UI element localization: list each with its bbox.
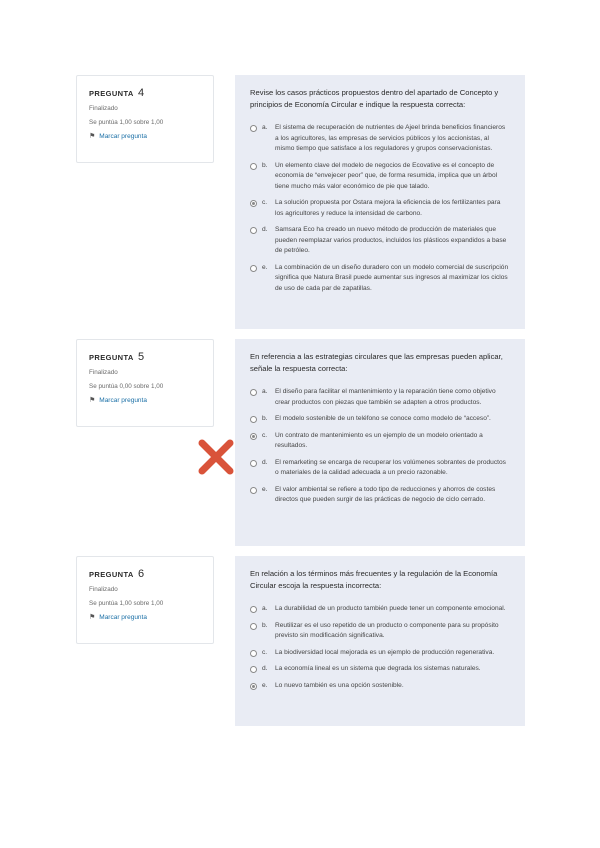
option-text: Lo nuevo también es una opción sostenible.	[275, 681, 404, 689]
option-letter: d.	[262, 458, 268, 466]
radio-button-selected[interactable]	[250, 200, 257, 207]
question-info-5	[76, 339, 214, 427]
flag-question-link[interactable]	[89, 396, 201, 404]
option-letter: e.	[262, 263, 268, 271]
answer-option-c[interactable]	[250, 198, 509, 219]
answer-option-b[interactable]	[250, 161, 509, 193]
answer-option-a[interactable]	[250, 123, 509, 155]
question-stem: Revise los casos prácticos propuestos dentro del apartado de Concepto y principios de Economía Circular e indique la respuesta correcta:	[250, 88, 499, 109]
flag-question-link[interactable]	[89, 132, 201, 140]
answer-option-d[interactable]	[250, 458, 509, 479]
option-text: La biodiversidad local mejorada es un ejemplo de producción regenerativa.	[275, 648, 495, 656]
question-stem: En relación a los términos más frecuentes y la regulación de la Economía Circular escoja la respuesta incorrecta:	[250, 569, 498, 590]
question-content-5	[235, 339, 525, 546]
flag-label: Marcar pregunta	[99, 396, 147, 404]
radio-button[interactable]	[250, 487, 257, 494]
radio-button[interactable]	[250, 227, 257, 234]
option-letter: d.	[262, 665, 268, 672]
option-text: La economía lineal es un sistema que degrada los sistemas naturales.	[275, 665, 481, 672]
radio-button[interactable]	[250, 606, 257, 613]
flag-icon: ⚑	[89, 133, 96, 140]
option-letter: c.	[262, 648, 268, 656]
radio-button[interactable]	[250, 163, 257, 170]
cross-icon	[196, 437, 236, 477]
question-number: 5	[137, 351, 145, 363]
radio-button[interactable]	[250, 265, 257, 272]
option-text: La solución propuesta por Ostara mejora la eficiencia de los fertilizantes para los agricultores y reduce la intensidad de carbono.	[275, 199, 501, 217]
option-text: Un elemento clave del modelo de negocios de Ecovative es el concepto de economía de “envejecer peor” que, de forma resumida, implica que un árbol tiene mucho más valor económico de pie que talado.	[275, 161, 498, 190]
question-stem: En referencia a las estrategias circulares que las empresas pueden aplicar, señale la respuesta correcta:	[250, 352, 503, 373]
option-text: El diseño para facilitar el mantenimiento y la reparación tiene como objetivo crear productos con piezas que también se adapten a otros productos.	[275, 388, 496, 406]
option-text: Samsara Eco ha creado un nuevo método de producción de materiales que pueden reemplazar varios productos, incluidos los plásticos expandidos a base de petróleo.	[275, 226, 507, 254]
question-status: Finalizado	[89, 105, 118, 112]
question-label: PREGUNTA	[89, 89, 134, 98]
radio-button[interactable]	[250, 416, 257, 423]
radio-button[interactable]	[250, 623, 257, 630]
flag-label: Marcar pregunta	[99, 613, 147, 621]
option-letter: a.	[262, 388, 268, 395]
question-label: PREGUNTA	[89, 570, 134, 579]
question-title	[89, 87, 201, 99]
question-title	[89, 351, 201, 363]
option-letter: c.	[262, 431, 268, 439]
radio-button[interactable]	[250, 666, 257, 673]
question-info-4	[76, 75, 214, 163]
option-text: El sistema de recuperación de nutrientes de Ajeel brinda beneficios financieros a los agricultores, las empresas de servicios públicos y los accionistas, al mismo tiempo que satisface a los reguladores y grupos conservacionistas.	[275, 124, 506, 152]
flag-label: Marcar pregunta	[99, 132, 147, 140]
answer-option-a[interactable]	[250, 387, 509, 408]
option-text: El valor ambiental se refiere a todo tipo de reducciones y ahorros de costes directos que pueden surgir de las prácticas de negocio de ciclo cerrado.	[275, 485, 496, 503]
option-text: El modelo sostenible de un teléfono se conoce como modelo de “acceso”.	[275, 415, 491, 422]
option-text: El remarketing se encarga de recuperar los volúmenes sobrantes de productos o materiales de la calidad adecuada a un precio razonable.	[275, 458, 506, 476]
question-status: Finalizado	[89, 369, 118, 376]
answer-option-b[interactable]	[250, 414, 509, 425]
answer-option-d[interactable]	[250, 225, 509, 257]
answer-option-e[interactable]	[250, 263, 509, 295]
option-letter: e.	[262, 485, 268, 493]
option-letter: b.	[262, 161, 268, 169]
option-letter: a.	[262, 605, 268, 612]
radio-button[interactable]	[250, 460, 257, 467]
answer-option-c[interactable]	[250, 431, 509, 452]
option-letter: b.	[262, 415, 268, 422]
question-number: 6	[137, 568, 145, 580]
answer-option-a[interactable]	[250, 604, 509, 615]
radio-button[interactable]	[250, 650, 257, 657]
option-letter: a.	[262, 124, 268, 131]
question-grade: Se puntúa 1,00 sobre 1,00	[89, 600, 164, 607]
question-grade: Se puntúa 1,00 sobre 1,00	[89, 119, 164, 126]
option-letter: e.	[262, 681, 268, 689]
option-text: Reutilizar es el uso repetido de un producto o componente para su propósito previsto sin modificación significativa.	[275, 621, 499, 639]
answer-option-e[interactable]	[250, 681, 509, 692]
radio-button-selected[interactable]	[250, 683, 257, 690]
question-grade: Se puntúa 0,00 sobre 1,00	[89, 383, 164, 390]
answer-option-e[interactable]	[250, 485, 509, 506]
option-letter: c.	[262, 199, 268, 206]
question-label: PREGUNTA	[89, 353, 134, 362]
flag-icon: ⚑	[89, 397, 96, 404]
option-letter: d.	[262, 226, 268, 233]
option-letter: b.	[262, 621, 268, 629]
answer-option-b[interactable]	[250, 621, 509, 642]
question-title	[89, 568, 201, 580]
question-status: Finalizado	[89, 586, 118, 593]
flag-question-link[interactable]	[89, 613, 201, 621]
question-content-6	[235, 556, 525, 726]
flag-icon: ⚑	[89, 614, 96, 621]
option-text: Un contrato de mantenimiento es un ejemplo de un modelo orientado a resultados.	[275, 431, 483, 449]
radio-button-selected[interactable]	[250, 433, 257, 440]
radio-button[interactable]	[250, 125, 257, 132]
question-content-4	[235, 75, 525, 329]
question-number: 4	[137, 87, 145, 99]
option-text: La combinación de un diseño duradero con un modelo comercial de suscripción significa que Natura Brasil puede aumentar sus ingresos al maximizar los ciclos de uso de cada par de zapatillas.	[275, 263, 509, 292]
option-text: La durabilidad de un producto también puede tener un componente emocional.	[275, 605, 506, 612]
answer-option-c[interactable]	[250, 648, 509, 659]
question-info-6	[76, 556, 214, 644]
radio-button[interactable]	[250, 389, 257, 396]
answer-option-d[interactable]	[250, 664, 509, 675]
